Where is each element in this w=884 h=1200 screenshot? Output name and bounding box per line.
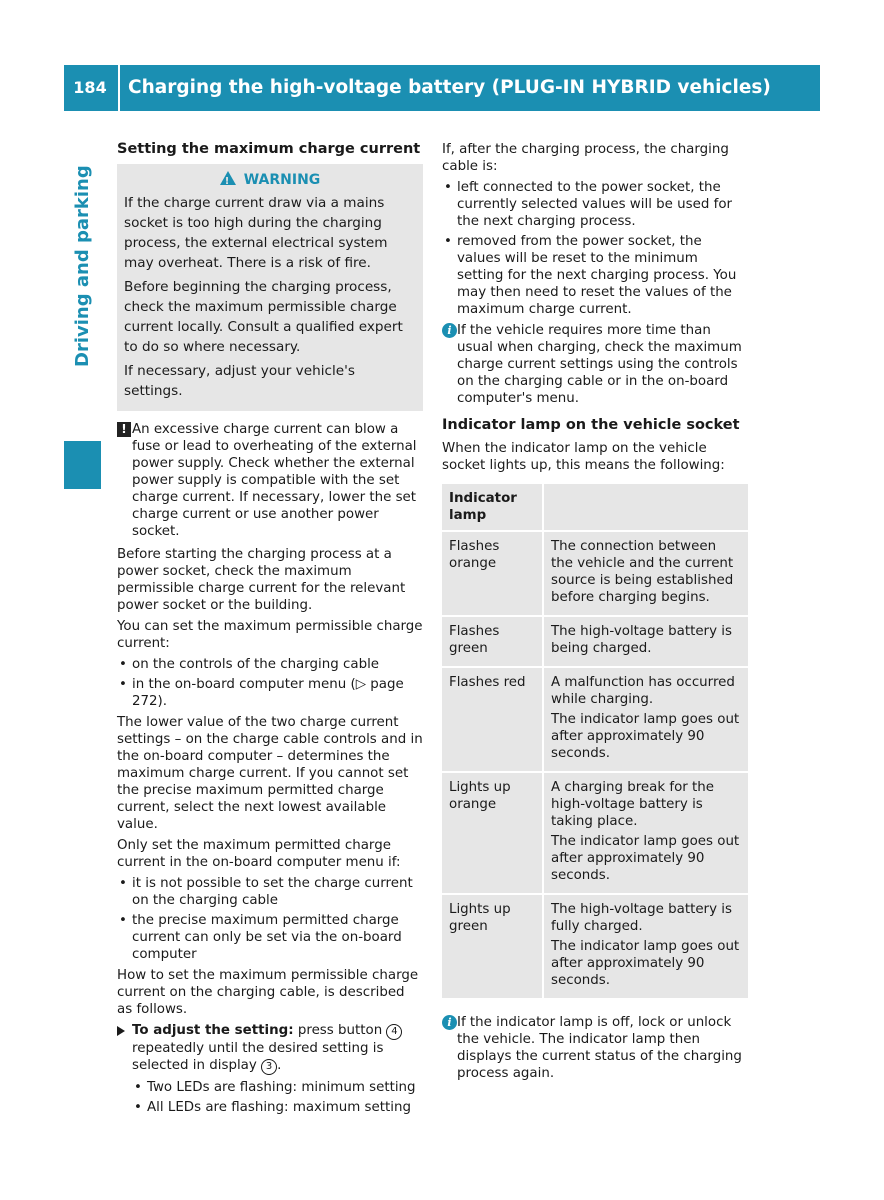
header-divider — [118, 65, 120, 111]
display-number-badge: 3 — [261, 1059, 277, 1075]
info-icon: i — [442, 1015, 457, 1030]
description-text: The connection between the vehicle and the current source is being established before charging begins. — [551, 539, 734, 605]
description-text: The indicator lamp goes out after approximately 90 seconds. — [551, 939, 740, 988]
page-header — [64, 65, 820, 111]
list-item: • it is not possible to set the charge current on the charging cable — [117, 875, 423, 909]
page-title: Charging the high-voltage battery (PLUG-IN HYBRID vehicles) — [128, 77, 771, 98]
description-cell — [544, 773, 748, 895]
step-text: press button — [297, 1023, 383, 1038]
paragraph: The lower value of the two charge current settings – on the charge cable controls and in the on-board computer – determines the maximum charge current. If you cannot set the precise maximum permitted charge current, select the next lowest available value. — [117, 715, 423, 832]
instruction-step — [117, 1022, 423, 1075]
info-note — [442, 322, 748, 407]
step-label: To adjust the setting: — [132, 1023, 294, 1038]
description-cell — [544, 668, 748, 773]
description-cell — [544, 617, 748, 668]
paragraph: You can set the maximum permissible charge current: — [117, 619, 423, 651]
table-header-cell: Indicator lamp — [442, 484, 544, 532]
warning-triangle-icon — [220, 171, 236, 185]
list-item: • All LEDs are flashing: maximum setting — [132, 1099, 423, 1116]
exclamation-icon: ! — [117, 422, 131, 437]
list-item: • on the controls of the charging cable — [117, 656, 423, 673]
paragraph: When the indicator lamp on the vehicle socket lights up, this means the following: — [442, 441, 725, 473]
description-text: The high-voltage battery is being charged. — [551, 624, 732, 656]
page-number: 184 — [73, 78, 107, 97]
description-text: The indicator lamp goes out after approximately 90 seconds. — [551, 834, 740, 883]
warning-text: If necessary, adjust your vehicle's settings. — [124, 363, 355, 399]
lamp-cell: Flashes orange — [442, 532, 544, 617]
description-text: A malfunction has occurred while charging. — [551, 675, 735, 707]
sub-bullet-list — [117, 1079, 423, 1116]
list-item: • Two LEDs are flashing: minimum setting — [132, 1079, 423, 1096]
warning-title — [124, 170, 416, 190]
warning-text: If the charge current draw via a mains socket is too high during the charging process, the external electrical system may overheat. There is a risk of fire. — [124, 195, 388, 271]
section-heading: Setting the maximum charge current — [117, 141, 421, 157]
note — [117, 421, 423, 540]
info-icon: i — [442, 323, 457, 338]
lamp-cell: Flashes green — [442, 617, 544, 668]
list-item: • in the on-board computer menu (▷ page 272). — [117, 676, 423, 710]
lamp-cell: Flashes red — [442, 668, 544, 773]
description-text: The indicator lamp goes out after approximately 90 seconds. — [551, 712, 740, 761]
description-text: The high-voltage battery is fully charged. — [551, 902, 732, 934]
section-marker — [64, 441, 101, 489]
description-cell — [544, 532, 748, 617]
description-text: A charging break for the high-voltage battery is taking place. — [551, 780, 715, 829]
right-column — [442, 141, 748, 1090]
paragraph: If, after the charging process, the charging cable is: — [442, 142, 729, 174]
bullet-list — [117, 875, 423, 963]
description-cell — [544, 895, 748, 1000]
table-row — [442, 895, 748, 1000]
button-number-badge: 4 — [386, 1024, 402, 1040]
table-header-row — [442, 484, 748, 532]
warning-text: Before beginning the charging process, check the maximum permissible charge current locally. Consult a qualified expert to do so where necessary. — [124, 279, 403, 355]
info-note — [442, 1014, 748, 1082]
info-text: If the indicator lamp is off, lock or unlock the vehicle. The indicator lamp then displays the current status of the charging process again. — [457, 1015, 742, 1081]
bullet-list — [442, 179, 748, 318]
warning-box — [117, 164, 423, 411]
section-side-tab — [64, 111, 101, 489]
section-label: Driving and parking — [72, 165, 93, 367]
paragraph: How to set the maximum permissible charge current on the charging cable, is described as follows. — [117, 968, 419, 1017]
lamp-cell: Lights up orange — [442, 773, 544, 895]
warning-title-text: WARNING — [243, 172, 321, 188]
step-text: repeatedly until the desired setting is selected in display — [132, 1041, 384, 1073]
paragraph: Only set the maximum permitted charge current in the on-board computer menu if: — [117, 838, 401, 870]
table-row — [442, 532, 748, 617]
paragraph: Before starting the charging process at a power socket, check the maximum permissible charge current for the relevant power socket or the building. — [117, 547, 406, 613]
list-item: • left connected to the power socket, the currently selected values will be used for the next charging process. — [442, 179, 748, 230]
bullet-list — [117, 656, 423, 710]
step-text: . — [277, 1058, 282, 1073]
indicator-table — [442, 484, 748, 1000]
table-row — [442, 668, 748, 773]
note-text: An excessive charge current can blow a fuse or lead to overheating of the external power supply. Check whether the external power supply is compatible with the set charge current. If necessary, lower the set charge current or use another power socket. — [132, 422, 417, 539]
section-heading: Indicator lamp on the vehicle socket — [442, 417, 740, 433]
list-item: • removed from the power socket, the values will be reset to the minimum setting for the next charging process. You may then need to reset the values of the maximum charge current. — [442, 233, 748, 318]
left-column — [117, 141, 423, 1120]
table-row — [442, 773, 748, 895]
lamp-cell: Lights up green — [442, 895, 544, 1000]
list-item: • the precise maximum permitted charge current can only be set via the on-board computer — [117, 912, 423, 963]
table-header-cell — [544, 484, 748, 532]
table-row — [442, 617, 748, 668]
info-text: If the vehicle requires more time than usual when charging, check the maximum charge current settings using the controls on the charging cable or in the on-board computer's menu. — [457, 323, 742, 406]
